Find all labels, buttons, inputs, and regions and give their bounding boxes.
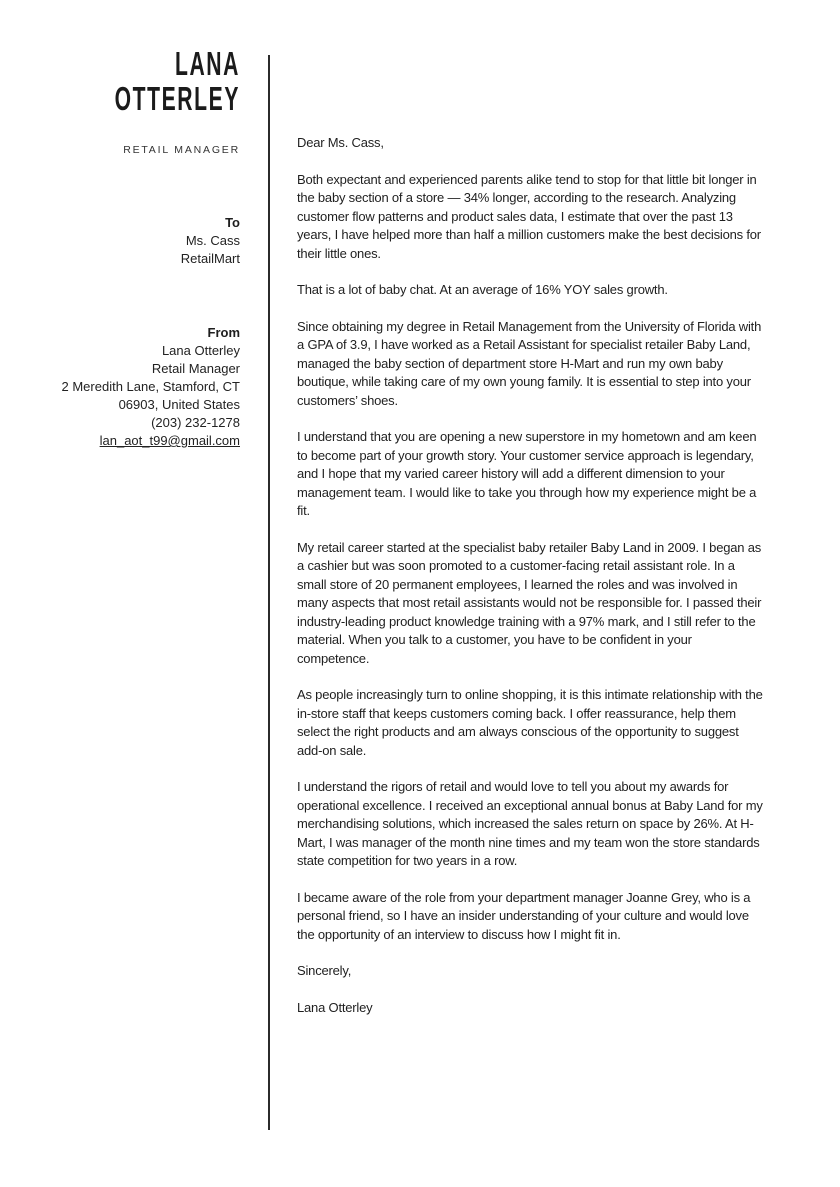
recipient-name: Ms. Cass xyxy=(185,233,240,248)
letter-paragraph: Since obtaining my degree in Retail Management from the University of Florida with a GPA of 3.9, I have worked as a Retail Assistant for specialist retailer Baby Land, managed the baby section of department store H-Mart and run my own baby boutique, while taking care of my own young family. It is essential to step into your customers’ shoes. xyxy=(297,318,762,408)
closing: Sincerely, xyxy=(297,963,352,978)
signature: Lana Otterley xyxy=(297,999,373,1015)
candidate-name-line2: OTTERLEY xyxy=(114,80,240,117)
recipient-company: RetailMart xyxy=(180,251,240,266)
letter-paragraph: As people increasingly turn to online shopping, it is this intimate relationship with the in-store staff that keeps customers coming back. I offer reassurance, help them select the right products and am always conscious of the opportunity to suggest add-on sale. xyxy=(297,687,763,758)
candidate-name-line1: LANA xyxy=(174,45,240,82)
salutation: Dear Ms. Cass, xyxy=(297,135,384,150)
letter-body xyxy=(297,134,765,1017)
from-label: From xyxy=(207,325,240,340)
letter-paragraph: I understand that you are opening a new superstore in my hometown and am keen to become part of your growth story. Your customer service approach is legendary, and I hope that my varied career history will add a different dimension to your management team. I would like to take you through how my experience might be a fit. xyxy=(297,429,757,518)
email-link[interactable]: lan_aot_t99@gmail.com xyxy=(99,433,240,448)
to-label: To xyxy=(225,215,240,230)
recipient-block xyxy=(181,214,240,268)
letter-paragraph: I understand the rigors of retail and would love to tell you about my awards for operational excellence. I received an exceptional annual bonus at Baby Land for my merchandising solutions, which increased the sales return on space by 26%. At H-Mart, I was manager of the month nine times and my team won the store standards state competition for two years in a row. xyxy=(297,779,763,868)
letter-paragraph: I became aware of the role from your department manager Joanne Grey, who is a personal friend, so I have an insider understanding of your culture and would love the opportunity of an interview to discuss how I might fit in. xyxy=(297,889,751,942)
job-title: RETAIL MANAGER xyxy=(123,144,240,156)
sender-job-title: Retail Manager xyxy=(151,361,240,376)
sender-address-line1: 2 Meredith Lane, Stamford, CT xyxy=(61,379,240,394)
sender-name: Lana Otterley xyxy=(161,343,240,358)
sender-block xyxy=(62,324,240,450)
letter-paragraph: My retail career started at the specialist baby retailer Baby Land in 2009. I began as a cashier but was soon promoted to a customer-facing retail assistant role. In a small store of 20 permanent employees, I learned the roles and was involved in many aspects that most retail assistants would not be responsible for. I passed their industry-leading product knowledge training with a 97% mark, and I still refer to the material. When you talk to a customer, you have to be confident in your competence. xyxy=(297,539,762,666)
sender-phone: (203) 232-1278 xyxy=(151,415,240,430)
sender-address-line2: 06903, United States xyxy=(118,397,240,412)
letter-paragraph: That is a lot of baby chat. At an average of 16% YOY sales growth. xyxy=(297,282,668,297)
vertical-divider xyxy=(268,55,270,1130)
candidate-name xyxy=(115,46,240,116)
letter-paragraph: Both expectant and experienced parents alike tend to stop for that little bit longer in the baby section of a store — 34% longer, according to the research. Analyzing customer flow patterns and product sales data, I estimate that over the past 13 years, I have helped more than half a million customers make the best decisions for their little ones. xyxy=(297,171,761,261)
